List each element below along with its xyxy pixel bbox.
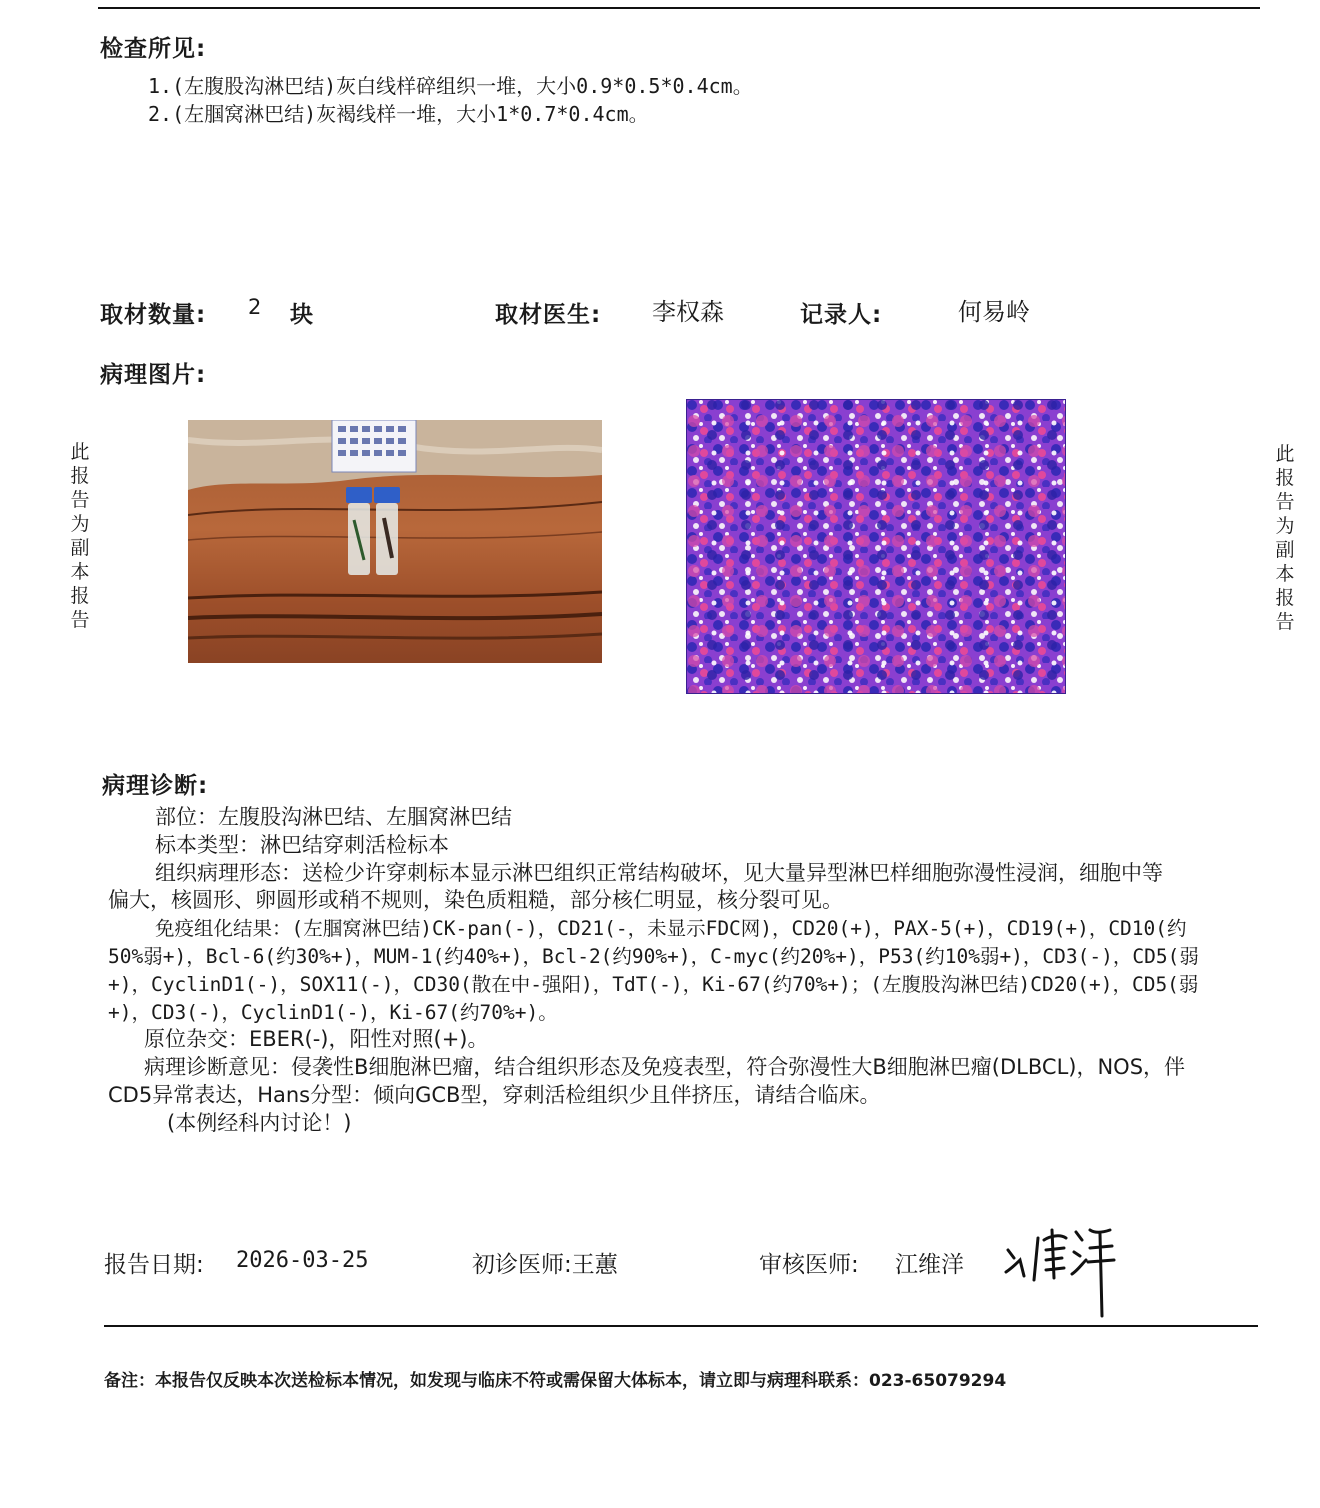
diagnosis-site: 部位：左腹股沟淋巴结、左腘窝淋巴结 [155, 805, 512, 829]
diagnosis-discussion-note: (本例经科内讨论！) [167, 1110, 352, 1135]
report-date-label: 报告日期: [104, 1252, 204, 1278]
review-signature [1000, 1220, 1120, 1320]
copy-report-side-note-right: 此报告为副本报告 [1275, 443, 1295, 633]
gross-specimen-photo [188, 420, 602, 663]
pathology-images-title: 病理图片: [100, 362, 207, 388]
diagnosis-opinion-cont: CD5异常表达，Hans分型：倾向GCB型，穿刺活检组织少且伴挤压，请结合临床。 [108, 1082, 881, 1107]
top-rule [98, 7, 1260, 9]
report-date-value: 2026-03-25 [236, 1248, 369, 1273]
diagnosis-histology-cont: 偏大，核圆形、卵圆形或稍不规则，染色质粗糙，部分核仁明显，核分裂可见。 [108, 888, 843, 913]
finding-item: 2.(左腘窝淋巴结)灰褐线样一堆，大小1*0.7*0.4cm。 [148, 102, 649, 126]
sample-doctor-label: 取材医生: [495, 302, 602, 328]
recorder-label: 记录人: [800, 302, 883, 328]
finding-item: 1.(左腹股沟淋巴结)灰白线样碎组织一堆，大小0.9*0.5*0.4cm。 [148, 74, 753, 98]
diagnosis-title: 病理诊断: [102, 773, 209, 799]
copy-report-side-note-left: 此报告为副本报告 [70, 441, 90, 631]
footer-note: 备注：本报告仅反映本次送检标本情况，如发现与临床不符或需保留大体标本，请立即与病理科联系：023-65079294 [104, 1371, 1007, 1391]
diagnosis-specimen-type: 标本类型：淋巴结穿刺活检标本 [155, 832, 449, 857]
he-micrograph [686, 399, 1066, 694]
diagnosis-body [108, 804, 1268, 1138]
diagnosis-histology: 组织病理形态：送检少许穿刺标本显示淋巴组织正常结构破坏，见大量异型淋巴样细胞弥漫性浸润，细胞中等 [155, 860, 1163, 885]
diagnosis-ihc-cont: +)，CyclinD1(-)，SOX11(-)，CD30(散在中-强阳)，TdT(-)，Ki-67(约70%+)；(左腹股沟淋巴结)CD20(+)，CD5(弱 [108, 972, 1199, 996]
diagnosis-ish: 原位杂交：EBER(-)，阳性对照(+)。 [144, 1027, 489, 1052]
diagnosis-ihc-cont: +)，CD3(-)，CyclinD1(-)，Ki-67(约70%+)。 [108, 1000, 558, 1024]
diagnosis-opinion: 病理诊断意见：侵袭性B细胞淋巴瘤，结合组织形态及免疫表型，符合弥漫性大B细胞淋巴瘤(DLBCL)，NOS，伴 [144, 1055, 1186, 1080]
recorder-value: 何易岭 [958, 298, 1030, 326]
sample-count-value: 2 [248, 295, 262, 319]
sample-count-label: 取材数量: [100, 302, 207, 328]
review-doctor-label: 审核医师: [759, 1252, 859, 1278]
review-doctor-value: 江维洋 [895, 1252, 964, 1278]
findings-title: 检查所见: [100, 36, 207, 62]
sample-count-unit: 块 [290, 302, 314, 328]
initial-doctor: 初诊医师:王蕙 [472, 1252, 618, 1278]
sample-doctor-value: 李权森 [652, 298, 724, 326]
diagnosis-ihc-cont: 50%弱+)，Bcl-6(约30%+)，MUM-1(约40%+)，Bcl-2(约90%+)，C-myc(约20%+)，P53(约10%弱+)，CD3(-)，CD5(弱 [108, 944, 1199, 968]
diagnosis-ihc: 免疫组化结果：(左腘窝淋巴结)CK-pan(-)，CD21(-，未显示FDC网)，CD20(+)，PAX-5(+)，CD19(+)，CD10(约 [155, 917, 1187, 941]
footer-rule [104, 1325, 1258, 1327]
